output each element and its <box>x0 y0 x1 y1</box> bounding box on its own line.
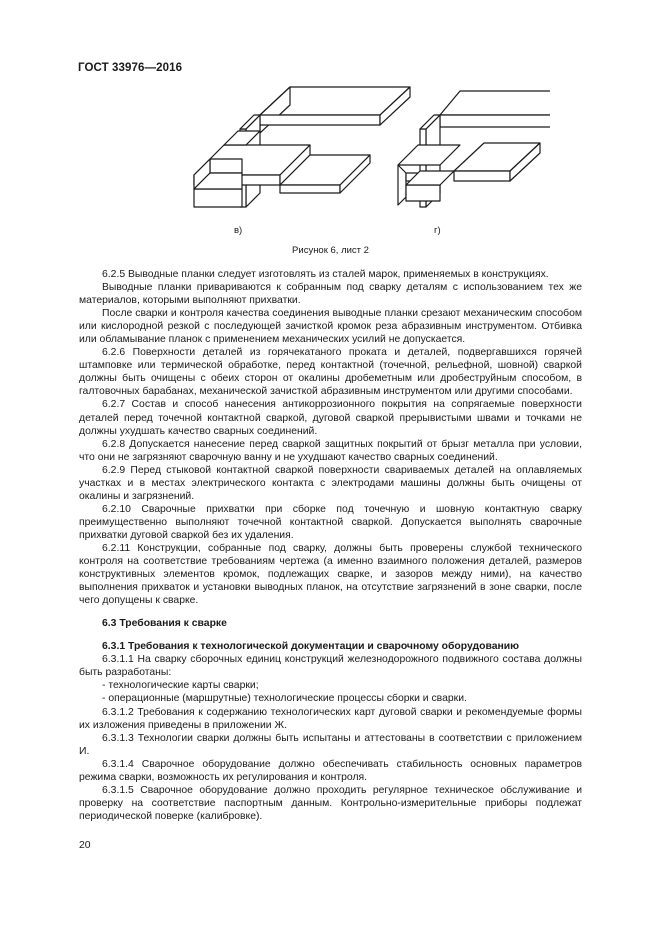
paragraph: После сварки и контроля качества соединения выводные планки срезают механическим способом или кислородной резкой с последующей зачисткой кромок реза абразивным инструментом. Отбивка или обламывание планок с применением механических усилий не допускается. <box>79 308 582 346</box>
figure-title: Рисунок 6, лист 2 <box>292 245 369 256</box>
list-item: - операционные (маршрутные) технологические процессы сборки и сварки. <box>102 693 467 705</box>
paragraph: 6.3.1.5 Сварочное оборудование должно проходить регулярное техническое обслуживание и проверку на соответствие паспортным данным. Контрольно-измерительные приборы подлежат периодической поверке (калибровке). <box>79 784 582 822</box>
figure-label-v: в) <box>234 225 243 236</box>
paragraph: 6.2.5 Выводные планки следует изготовлять из сталей марок, применяемых в конструкциях. <box>102 269 549 280</box>
paragraph: 6.3.1.1 На сварку сборочных единиц конструкций железнодорожного подвижного состава должны быть разработаны: <box>79 654 582 679</box>
figure-v-drawing <box>194 87 410 207</box>
subsection-heading: 6.3.1 Требования к технологической документации и сварочному оборудованию <box>102 641 520 653</box>
paragraph: 6.2.11 Конструкции, собранные под сварку, должны быть проверены службой технического контроля на соответствие требованиям чертежа (а именно взаимного положения деталей, размеров конструктивных элементов кромок, подлежащих сварке, и зазоров между ними), на качество выполнения прихваток и установки выводных планок, на отсутствие загрязнений в зоне сварки, после чего допущены к сварке. <box>79 542 582 607</box>
section-heading: 6.3 Требования к сварке <box>102 618 227 630</box>
figure-label-g: г) <box>434 225 441 236</box>
document-header: ГОСТ 33976—2016 <box>78 62 183 74</box>
paragraph: 6.3.1.3 Технологии сварки должны быть испытаны и аттестованы в соответствии с приложением И. <box>79 732 582 757</box>
paragraph: 6.2.6 Поверхности деталей из горячекатаного проката и деталей, подвергавшихся горячей штамповке или термической обработке, перед контактной (точечной, рельефной, шовной) сваркой должны быть очищены с обеих сторон от окалины дробеметным или дробеструйным способом, в галтовочных барабанах, механической зачисткой абразивным инструментом или другими способами. <box>79 347 582 398</box>
paragraph: 6.2.7 Состав и способ нанесения антикоррозионного покрытия на сопрягаемые поверхности деталей перед точечной контактной сваркой, дуговой сваркой прерывистыми швами и точками не должны ухудшать качество сварных соединений. <box>79 399 582 437</box>
list-item: - технологические карты сварки; <box>102 680 259 692</box>
document-body <box>79 268 582 823</box>
paragraph: 6.3.1.2 Требования к содержанию технологических карт дуговой сварки и рекомендуемые формы их изложения приведены в приложении Ж. <box>79 706 582 731</box>
paragraph: 6.2.10 Сварочные прихватки при сборке под точечную и шовную контактную сварку преимущественно выполняют точечной контактной сваркой. Допускается выполнять сварочные прихватки дуговой сваркой без их удаления. <box>79 503 582 541</box>
weld-joint-figure <box>180 85 550 235</box>
page-number: 20 <box>79 840 91 851</box>
paragraph: 6.3.1.4 Сварочное оборудование должно обеспечивать стабильность основных параметров режима сварки, возможность их регулирования и контроля. <box>79 758 582 783</box>
paragraph: 6.2.8 Допускается нанесение перед сваркой защитных покрытий от брызг металла при условии, что они не загрязняют сварочную ванну и не ухудшают качество сварных соединений. <box>79 438 582 463</box>
paragraph: 6.2.9 Перед стыковой контактной сваркой поверхности свариваемых деталей на оплавляемых участках и в местах электрического контакта с электродами машины должны быть очищены от окалины и загрязнений. <box>79 464 582 502</box>
figure-g-drawing <box>398 91 550 207</box>
paragraph: Выводные планки привариваются к собранным под сварку деталям с использованием тех же материалов, которыми выполняют прихватки. <box>79 282 582 307</box>
